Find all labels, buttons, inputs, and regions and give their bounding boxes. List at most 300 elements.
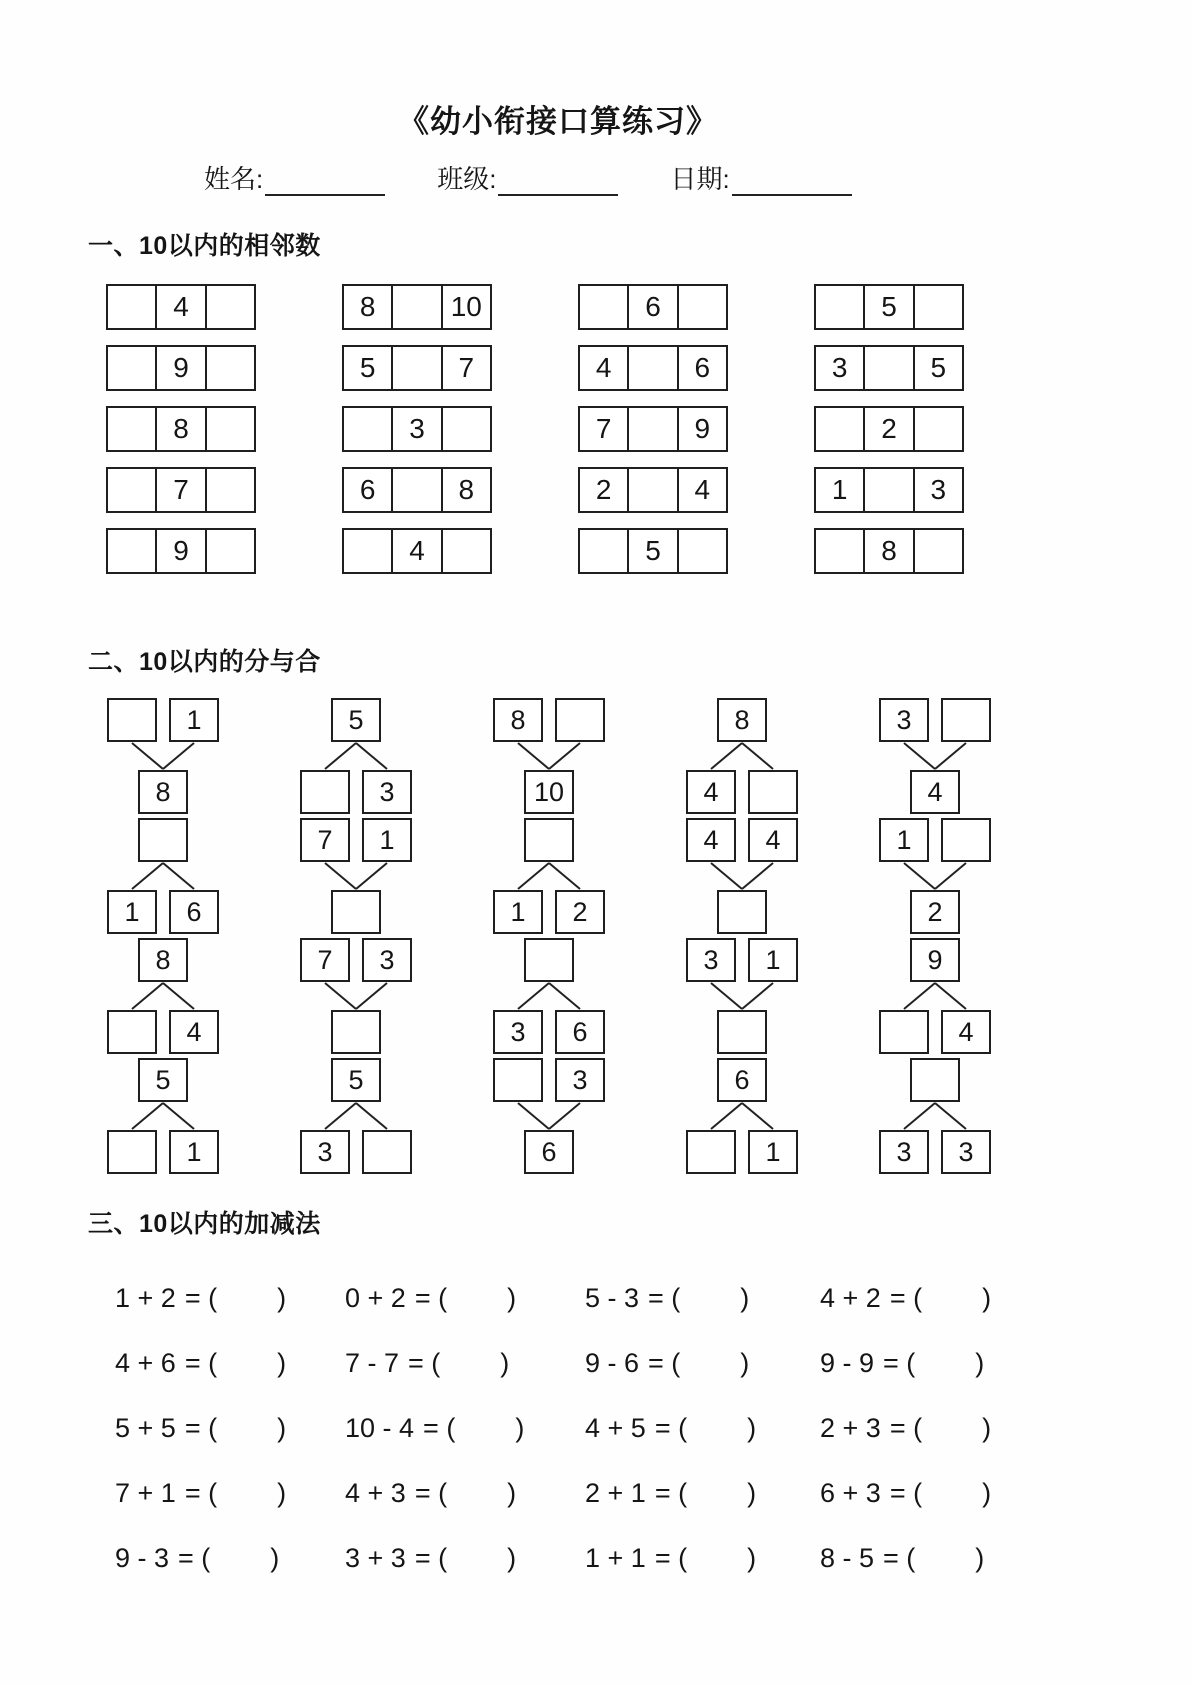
bond-bottom-row xyxy=(879,1130,991,1174)
close-paren: ) xyxy=(270,1543,280,1573)
bond-top-row xyxy=(524,938,574,982)
problem-expression: 5 + 5 xyxy=(115,1413,176,1443)
arithmetic-problem xyxy=(820,1461,1056,1526)
adjacent-cell xyxy=(816,286,863,328)
worksheet-title: 《幼小衔接口算练习》 xyxy=(398,104,718,139)
equals-open-paren: = ( xyxy=(654,1478,688,1508)
bond-top-box xyxy=(107,698,157,742)
bond-connector-lines xyxy=(493,982,605,1010)
problem-expression: 2 + 3 xyxy=(820,1413,881,1443)
bond-top-row xyxy=(138,1058,188,1102)
bond-bottom-box: 4 xyxy=(686,770,736,814)
adjacent-cell: 9 xyxy=(677,408,726,450)
adjacent-cell xyxy=(863,347,912,389)
bond-bottom-row xyxy=(524,770,574,814)
equals-open-paren: = ( xyxy=(889,1478,923,1508)
problem-expression: 1 + 1 xyxy=(585,1543,646,1573)
arithmetic-problem xyxy=(345,1331,585,1396)
adjacent-cell xyxy=(816,530,863,572)
adjacent-number-box xyxy=(342,284,492,330)
number-bond xyxy=(860,938,1010,1054)
bond-connector-lines xyxy=(300,1102,412,1130)
bond-bottom-box: 1 xyxy=(107,890,157,934)
bond-bottom-box: 8 xyxy=(138,770,188,814)
problem-expression: 7 - 7 xyxy=(345,1348,400,1378)
bond-bottom-box: 4 xyxy=(910,770,960,814)
problem-expression: 2 + 1 xyxy=(585,1478,646,1508)
bond-top-box: 1 xyxy=(748,938,798,982)
equals-open-paren: = ( xyxy=(414,1283,448,1313)
adjacent-cell: 7 xyxy=(155,469,204,511)
number-bond-row xyxy=(88,698,1010,814)
close-paren: ) xyxy=(277,1348,287,1378)
arithmetic-problem xyxy=(115,1461,345,1526)
adjacent-numbers-grid xyxy=(88,284,1191,574)
close-paren: ) xyxy=(740,1283,750,1313)
bond-bottom-box: 3 xyxy=(362,770,412,814)
adjacent-number-box xyxy=(342,528,492,574)
bond-bottom-row xyxy=(331,1010,381,1054)
arithmetic-problem xyxy=(585,1331,820,1396)
bond-bottom-row xyxy=(107,890,219,934)
bond-bottom-row xyxy=(879,1010,991,1054)
adjacent-cell: 9 xyxy=(155,530,204,572)
adjacent-cell: 6 xyxy=(677,347,726,389)
adjacent-cell: 5 xyxy=(863,286,912,328)
close-paren: ) xyxy=(277,1478,287,1508)
bond-connector-lines xyxy=(879,982,991,1010)
bond-connector-lines xyxy=(879,742,991,770)
adjacent-cell xyxy=(344,408,391,450)
arithmetic-problem xyxy=(820,1266,1056,1331)
adjacent-number-box xyxy=(814,406,964,452)
bond-top-box: 1 xyxy=(879,818,929,862)
bond-top-box: 3 xyxy=(362,938,412,982)
adjacent-cell: 1 xyxy=(831,474,848,505)
adjacent-cell: 2 xyxy=(863,408,912,450)
equals-open-paren: = ( xyxy=(408,1348,441,1378)
problem-expression: 10 - 4 xyxy=(345,1413,415,1443)
bond-top-box: 8 xyxy=(138,938,188,982)
problem-expression: 4 + 6 xyxy=(115,1348,176,1378)
bond-top-row xyxy=(717,698,767,742)
close-paren: ) xyxy=(507,1543,517,1573)
bond-top-box: 4 xyxy=(748,818,798,862)
adjacent-number-box xyxy=(342,467,492,513)
bond-bottom-box xyxy=(300,770,350,814)
number-bond xyxy=(281,698,431,814)
number-bond-row xyxy=(88,938,1010,1054)
adjacent-cell xyxy=(913,408,962,450)
bond-connector-lines xyxy=(107,1102,219,1130)
adjacent-cell xyxy=(913,286,962,328)
adjacent-number-box xyxy=(814,345,964,391)
problem-expression: 7 + 1 xyxy=(115,1478,176,1508)
number-bond xyxy=(281,938,431,1054)
bond-top-box: 8 xyxy=(717,698,767,742)
bond-bottom-row xyxy=(107,1010,219,1054)
adjacent-row xyxy=(88,345,1191,391)
bond-bottom-box: 3 xyxy=(879,1130,929,1174)
close-paren: ) xyxy=(507,1478,517,1508)
student-info-row xyxy=(88,159,1191,196)
arithmetic-problem xyxy=(585,1266,820,1331)
bond-top-box: 6 xyxy=(717,1058,767,1102)
adjacent-cell: 8 xyxy=(863,530,912,572)
equals-open-paren: = ( xyxy=(883,1543,916,1573)
equals-open-paren: = ( xyxy=(648,1283,681,1313)
bond-bottom-row xyxy=(300,770,412,814)
number-bond xyxy=(474,818,624,934)
close-paren: ) xyxy=(277,1413,287,1443)
adjacent-cell xyxy=(913,530,962,572)
adjacent-cell xyxy=(441,408,490,450)
bond-bottom-box xyxy=(748,770,798,814)
bond-connector-lines xyxy=(493,862,605,890)
bond-top-row xyxy=(300,938,412,982)
adjacent-cell xyxy=(108,286,155,328)
bond-top-box xyxy=(138,818,188,862)
equals-open-paren: = ( xyxy=(648,1348,681,1378)
bond-bottom-box: 6 xyxy=(555,1010,605,1054)
arithmetic-problem xyxy=(345,1461,585,1526)
bond-top-box: 4 xyxy=(686,818,736,862)
number-bond xyxy=(474,938,624,1054)
bond-bottom-box xyxy=(107,1010,157,1054)
bond-bottom-row xyxy=(717,890,767,934)
adjacent-number-box xyxy=(342,406,492,452)
adjacent-cell xyxy=(108,347,155,389)
adjacent-cell: 4 xyxy=(391,530,440,572)
adjacent-number-box xyxy=(106,284,256,330)
adjacent-cell xyxy=(391,469,440,511)
problem-expression: 5 - 3 xyxy=(585,1283,640,1313)
adjacent-row xyxy=(88,528,1191,574)
arithmetic-problem xyxy=(345,1396,585,1461)
adjacent-number-box xyxy=(578,284,728,330)
close-paren: ) xyxy=(975,1543,985,1573)
section1-heading: 一、10以内的相邻数 xyxy=(88,232,321,260)
adjacent-number-box xyxy=(814,528,964,574)
adjacent-cell xyxy=(816,408,863,450)
adjacent-row xyxy=(88,467,1191,513)
adjacent-cell: 5 xyxy=(913,347,962,389)
bond-top-box xyxy=(493,1058,543,1102)
problem-expression: 9 - 3 xyxy=(115,1543,170,1573)
bond-bottom-box xyxy=(331,1010,381,1054)
section3-heading: 三、10以内的加减法 xyxy=(88,1210,321,1238)
bond-connector-lines xyxy=(107,742,219,770)
bond-top-box xyxy=(524,818,574,862)
bond-connector-lines xyxy=(300,862,412,890)
date-field xyxy=(670,159,851,196)
number-bond-row xyxy=(88,1058,1010,1174)
equals-open-paren: = ( xyxy=(654,1543,688,1573)
adjacent-cell: 7 xyxy=(441,347,490,389)
equals-open-paren: = ( xyxy=(423,1413,456,1443)
bond-bottom-row xyxy=(138,770,188,814)
equals-open-paren: = ( xyxy=(889,1283,923,1313)
date-label: 日期: xyxy=(670,164,730,194)
arithmetic-problem xyxy=(115,1526,345,1591)
equals-open-paren: = ( xyxy=(414,1543,448,1573)
bond-bottom-box: 1 xyxy=(748,1130,798,1174)
bond-connector-lines xyxy=(107,982,219,1010)
bond-top-box: 1 xyxy=(362,818,412,862)
bond-top-row xyxy=(493,698,605,742)
adjacent-cell xyxy=(627,347,676,389)
bond-top-box: 7 xyxy=(300,938,350,982)
bond-bottom-box: 4 xyxy=(169,1010,219,1054)
adjacent-number-box xyxy=(106,528,256,574)
adjacent-cell xyxy=(205,469,254,511)
adjacent-cell xyxy=(580,530,627,572)
equals-open-paren: = ( xyxy=(414,1478,448,1508)
bond-connector-lines xyxy=(686,982,798,1010)
bond-top-row xyxy=(493,1058,605,1102)
adjacent-cell: 8 xyxy=(155,408,204,450)
problem-expression: 6 + 3 xyxy=(820,1478,881,1508)
bond-bottom-box: 1 xyxy=(493,890,543,934)
number-bond xyxy=(88,1058,238,1174)
bond-connector-lines xyxy=(686,862,798,890)
section2-heading: 二、10以内的分与合 xyxy=(88,648,321,676)
bond-bottom-box: 6 xyxy=(524,1130,574,1174)
bond-top-row xyxy=(331,698,381,742)
bond-top-box: 7 xyxy=(300,818,350,862)
number-bonds-grid xyxy=(88,698,1010,1174)
number-bond-row xyxy=(88,818,1010,934)
bond-top-row xyxy=(717,1058,767,1102)
bond-top-row xyxy=(524,818,574,862)
bond-connector-lines xyxy=(879,862,991,890)
class-blank-line xyxy=(498,182,618,196)
bond-connector-lines xyxy=(300,982,412,1010)
adjacent-cell xyxy=(627,469,676,511)
equals-open-paren: = ( xyxy=(178,1543,211,1573)
adjacent-cell: 4 xyxy=(677,469,726,511)
bond-bottom-row xyxy=(107,1130,219,1174)
bond-bottom-box xyxy=(686,1130,736,1174)
adjacent-cell xyxy=(863,469,912,511)
date-blank-line xyxy=(732,182,852,196)
adjacent-cell: 8 xyxy=(359,291,376,322)
name-blank-line xyxy=(265,182,385,196)
arithmetic-problem xyxy=(820,1331,1056,1396)
name-label: 姓名: xyxy=(204,164,264,194)
arithmetic-grid xyxy=(88,1266,1191,1591)
adjacent-cell: 6 xyxy=(359,474,376,505)
adjacent-cell xyxy=(205,347,254,389)
adjacent-cell: 8 xyxy=(441,469,490,511)
bond-bottom-box: 3 xyxy=(941,1130,991,1174)
bond-top-box xyxy=(941,818,991,862)
bond-connector-lines xyxy=(686,1102,798,1130)
arithmetic-problem xyxy=(345,1266,585,1331)
bond-bottom-box xyxy=(362,1130,412,1174)
adjacent-number-box xyxy=(106,345,256,391)
bond-bottom-box: 2 xyxy=(910,890,960,934)
close-paren: ) xyxy=(507,1283,517,1313)
bond-connector-lines xyxy=(300,742,412,770)
adjacent-cell: 4 xyxy=(595,352,612,383)
class-field xyxy=(437,159,618,196)
bond-top-box: 5 xyxy=(331,698,381,742)
adjacent-cell: 2 xyxy=(595,474,612,505)
number-bond xyxy=(281,818,431,934)
adjacent-row xyxy=(88,406,1191,452)
bond-bottom-row xyxy=(686,1130,798,1174)
adjacent-number-box xyxy=(814,284,964,330)
bond-bottom-box xyxy=(107,1130,157,1174)
close-paren: ) xyxy=(747,1478,757,1508)
adjacent-cell xyxy=(677,530,726,572)
number-bond xyxy=(860,698,1010,814)
bond-bottom-box xyxy=(331,890,381,934)
equals-open-paren: = ( xyxy=(184,1283,218,1313)
bond-bottom-row xyxy=(493,890,605,934)
bond-top-box xyxy=(524,938,574,982)
bond-top-box: 3 xyxy=(555,1058,605,1102)
adjacent-cell xyxy=(580,286,627,328)
bond-connector-lines xyxy=(493,1102,605,1130)
bond-top-box: 8 xyxy=(493,698,543,742)
bond-bottom-row xyxy=(300,1130,412,1174)
adjacent-cell xyxy=(441,530,490,572)
arithmetic-problem xyxy=(820,1526,1056,1591)
bond-top-box: 5 xyxy=(138,1058,188,1102)
equals-open-paren: = ( xyxy=(184,1478,218,1508)
close-paren: ) xyxy=(740,1348,750,1378)
close-paren: ) xyxy=(975,1348,985,1378)
adjacent-number-box xyxy=(106,406,256,452)
arithmetic-problem xyxy=(345,1526,585,1591)
equals-open-paren: = ( xyxy=(889,1413,923,1443)
bond-bottom-box: 1 xyxy=(169,1130,219,1174)
bond-top-row xyxy=(331,1058,381,1102)
adjacent-cell: 3 xyxy=(913,469,962,511)
bond-top-row xyxy=(138,938,188,982)
arithmetic-problem xyxy=(585,1526,820,1591)
equals-open-paren: = ( xyxy=(184,1348,218,1378)
problem-expression: 4 + 2 xyxy=(820,1283,881,1313)
bond-bottom-box: 10 xyxy=(524,770,574,814)
adjacent-cell xyxy=(108,469,155,511)
bond-bottom-box xyxy=(879,1010,929,1054)
bond-bottom-row xyxy=(717,1010,767,1054)
bond-top-box: 5 xyxy=(331,1058,381,1102)
adjacent-cell: 5 xyxy=(359,352,376,383)
adjacent-cell xyxy=(677,286,726,328)
adjacent-row xyxy=(88,284,1191,330)
close-paren: ) xyxy=(747,1543,757,1573)
problem-expression: 9 - 6 xyxy=(585,1348,640,1378)
adjacent-cell xyxy=(344,530,391,572)
adjacent-cell: 6 xyxy=(627,286,676,328)
arithmetic-problem xyxy=(115,1396,345,1461)
bond-top-row xyxy=(910,1058,960,1102)
close-paren: ) xyxy=(277,1283,287,1313)
bond-top-box xyxy=(555,698,605,742)
adjacent-number-box xyxy=(106,467,256,513)
number-bond xyxy=(860,1058,1010,1174)
bond-connector-lines xyxy=(493,742,605,770)
close-paren: ) xyxy=(747,1413,757,1443)
problem-expression: 4 + 5 xyxy=(585,1413,646,1443)
bond-bottom-box: 6 xyxy=(169,890,219,934)
bond-bottom-box: 3 xyxy=(493,1010,543,1054)
bond-bottom-row xyxy=(331,890,381,934)
adjacent-cell: 9 xyxy=(155,347,204,389)
equals-open-paren: = ( xyxy=(184,1413,218,1443)
arithmetic-problem xyxy=(115,1331,345,1396)
adjacent-cell xyxy=(627,408,676,450)
number-bond xyxy=(667,698,817,814)
number-bond xyxy=(474,1058,624,1174)
close-paren: ) xyxy=(500,1348,510,1378)
bond-bottom-row xyxy=(493,1010,605,1054)
bond-bottom-box xyxy=(717,1010,767,1054)
bond-top-row xyxy=(910,938,960,982)
number-bond xyxy=(667,938,817,1054)
problem-expression: 9 - 9 xyxy=(820,1348,875,1378)
number-bond xyxy=(474,698,624,814)
adjacent-cell: 4 xyxy=(155,286,204,328)
adjacent-number-box xyxy=(578,406,728,452)
equals-open-paren: = ( xyxy=(654,1413,688,1443)
problem-expression: 8 - 5 xyxy=(820,1543,875,1573)
adjacent-number-box xyxy=(814,467,964,513)
number-bond xyxy=(860,818,1010,934)
adjacent-cell: 7 xyxy=(595,413,612,444)
bond-bottom-box: 4 xyxy=(941,1010,991,1054)
number-bond xyxy=(667,1058,817,1174)
bond-top-row xyxy=(879,698,991,742)
problem-expression: 3 + 3 xyxy=(345,1543,406,1573)
adjacent-cell xyxy=(108,530,155,572)
name-field xyxy=(204,159,385,196)
problem-expression: 1 + 2 xyxy=(115,1283,176,1313)
close-paren: ) xyxy=(515,1413,525,1443)
bond-top-row xyxy=(686,938,798,982)
bond-bottom-row xyxy=(910,890,960,934)
adjacent-cell: 10 xyxy=(441,286,490,328)
bond-top-box: 3 xyxy=(686,938,736,982)
bond-top-row xyxy=(686,818,798,862)
bond-bottom-box xyxy=(717,890,767,934)
close-paren: ) xyxy=(982,1413,992,1443)
bond-connector-lines xyxy=(879,1102,991,1130)
arithmetic-problem xyxy=(820,1396,1056,1461)
adjacent-cell: 3 xyxy=(391,408,440,450)
adjacent-cell xyxy=(205,408,254,450)
class-label: 班级: xyxy=(437,164,497,194)
bond-top-box: 1 xyxy=(169,698,219,742)
adjacent-cell: 5 xyxy=(627,530,676,572)
bond-connector-lines xyxy=(107,862,219,890)
bond-bottom-box: 3 xyxy=(300,1130,350,1174)
adjacent-cell xyxy=(108,408,155,450)
bond-top-box: 9 xyxy=(910,938,960,982)
bond-bottom-row xyxy=(686,770,798,814)
bond-bottom-row xyxy=(910,770,960,814)
bond-top-row xyxy=(300,818,412,862)
close-paren: ) xyxy=(982,1478,992,1508)
adjacent-number-box xyxy=(578,528,728,574)
adjacent-number-box xyxy=(578,345,728,391)
bond-top-box xyxy=(910,1058,960,1102)
problem-expression: 0 + 2 xyxy=(345,1283,406,1313)
